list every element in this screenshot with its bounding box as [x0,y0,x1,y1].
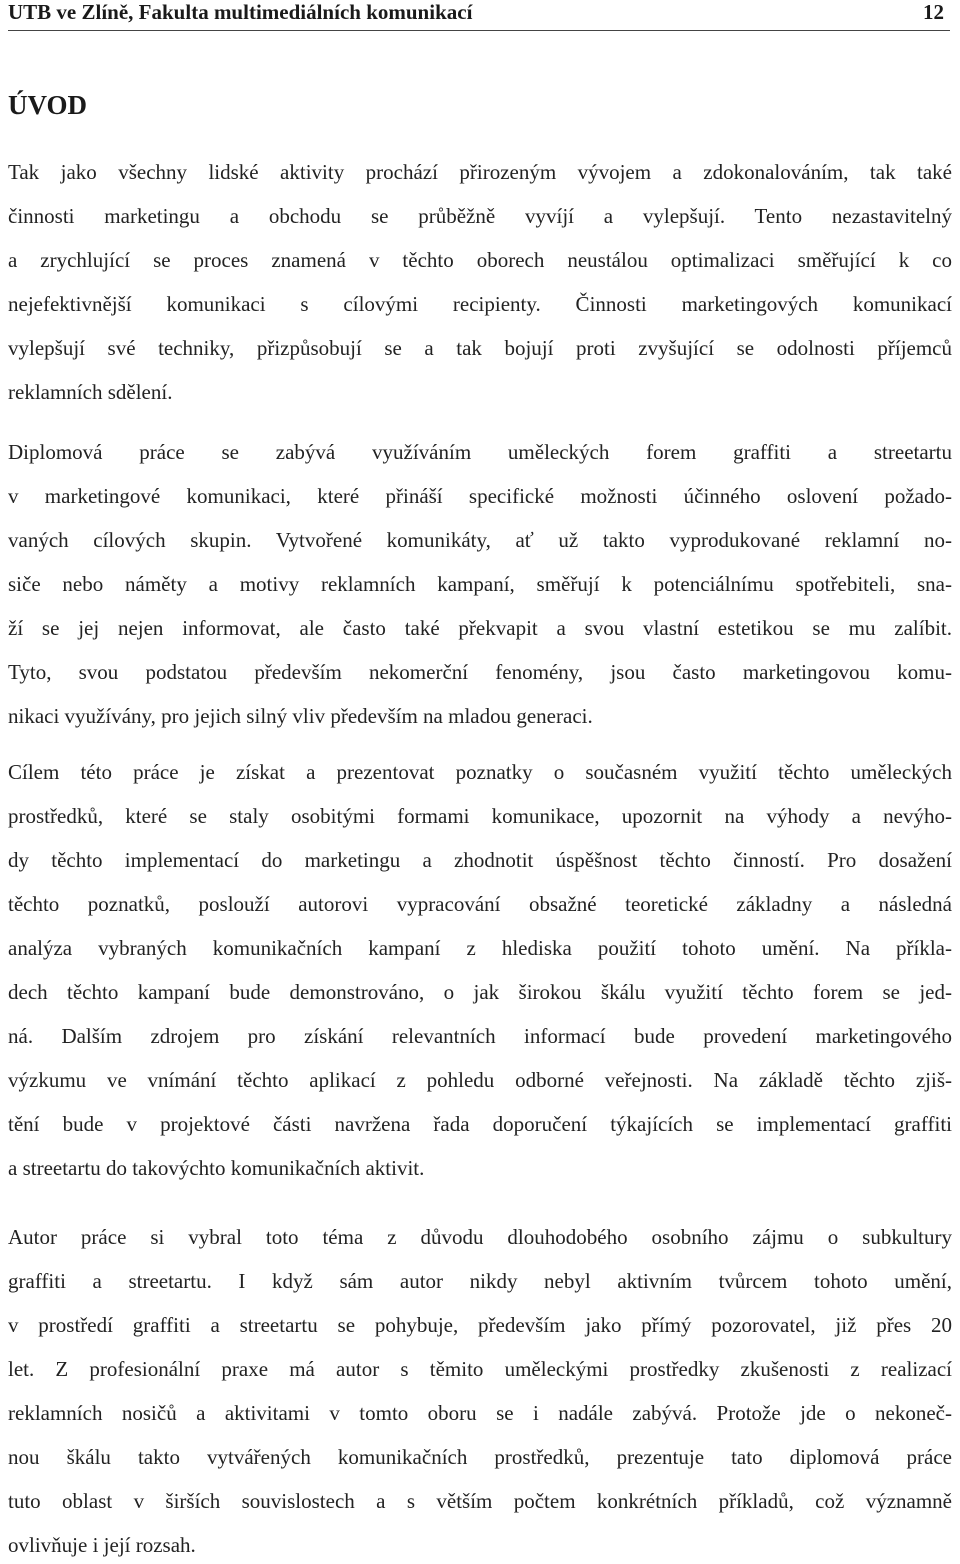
text-line: ovlivňuje i její rozsah. [8,1533,196,1557]
text-line: vylepšují své techniky, přizpůsobují se a tak bojují proti zvyšující se odolnosti příjemců [8,336,952,360]
text-line: Autor práce si vybral toto téma z důvodu dlouhodobého osobního zájmu o subkultury [8,1225,952,1249]
text-line: let. Z profesionální praxe má autor s těmito uměleckými prostředky zkušenosti z realizací [8,1357,952,1381]
text-line: tění bude v projektové části navržena řada doporučení týkajících se implementací graffiti [8,1112,952,1136]
text-line: graffiti a streetartu. I když sám autor nikdy nebyl aktivním tvůrcem tohoto umění, [8,1269,952,1293]
text-line: nejefektivnější komunikaci s cílovými recipienty. Činnosti marketingových komunikací [8,292,952,316]
text-line: dech těchto kampaní bude demonstrováno, o jak širokou škálu využití těchto forem se jed- [8,980,952,1004]
text-line: Tyto, svou podstatou především nekomerční fenomény, jsou často marketingovou komu- [8,660,952,684]
text-line: tuto oblast v širších souvislostech a s větším počtem konkrétních příkladů, což významně [8,1489,952,1513]
text-line: a zrychlující se proces znamená v těchto oborech neustálou optimalizaci směřující k co [8,248,952,272]
text-line: ží se jej nejen informovat, ale často také překvapit a svou vlastní estetikou se mu zalíbit. [8,616,952,640]
text-line: analýza vybraných komunikačních kampaní z hlediska použití tohoto umění. Na příkla- [8,936,952,960]
text-line: siče nebo náměty a motivy reklamních kampaní, směřují k potenciálnímu spotřebiteli, sna- [8,572,952,596]
text-line: v prostředí graffiti a streetartu se pohybuje, především jako přímý pozorovatel, již přes 20 [8,1313,952,1337]
text-line: v marketingové komunikaci, které přináší specifické možnosti účinného oslovení požado- [8,484,952,508]
text-line: těchto poznatků, poslouží autorovi vypracování obsažné teoretické základny a následná [8,892,952,916]
text-line: nikaci využívány, pro jejich silný vliv především na mladou generaci. [8,704,593,728]
text-line: ná. Dalším zdrojem pro získání relevantních informací bude provedení marketingového [8,1024,952,1048]
text-line: nou škálu takto vytvářených komunikačních prostředků, prezentuje tato diplomová práce [8,1445,952,1469]
text-line: dy těchto implementací do marketingu a zhodnotit úspěšnost těchto činností. Pro dosažení [8,848,952,872]
text-line: Tak jako všechny lidské aktivity prochází přirozeným vývojem a zdokonalováním, tak také [8,160,952,184]
page-number: 12 [923,0,944,24]
text-line: vaných cílových skupin. Vytvořené komunikáty, ať už takto vyprodukované reklamní no- [8,528,952,552]
text-line: reklamních sdělení. [8,380,173,404]
chapter-heading: ÚVOD [8,90,87,120]
text-line: prostředků, které se staly osobitými formami komunikace, upozornit na výhody a nevýho- [8,804,952,828]
text-line: výzkumu ve vnímání těchto aplikací z pohledu odborné veřejnosti. Na základě těchto zjiš- [8,1068,952,1092]
text-line: Diplomová práce se zabývá využíváním uměleckých forem graffiti a streetartu [8,440,952,464]
running-header [8,0,950,31]
text-line: činnosti marketingu a obchodu se průběžně vyvíjí a vylepšují. Tento nezastavitelný [8,204,952,228]
header-title: UTB ve Zlíně, Fakulta multimediálních komunikací [8,0,473,24]
text-line: reklamních nosičů a aktivitami v tomto oboru se i nadále zabývá. Protože jde o nekoneč- [8,1401,952,1425]
text-line: a streetartu do takovýchto komunikačních aktivit. [8,1156,425,1180]
text-line: Cílem této práce je získat a prezentovat poznatky o současném využití těchto uměleckých [8,760,952,784]
